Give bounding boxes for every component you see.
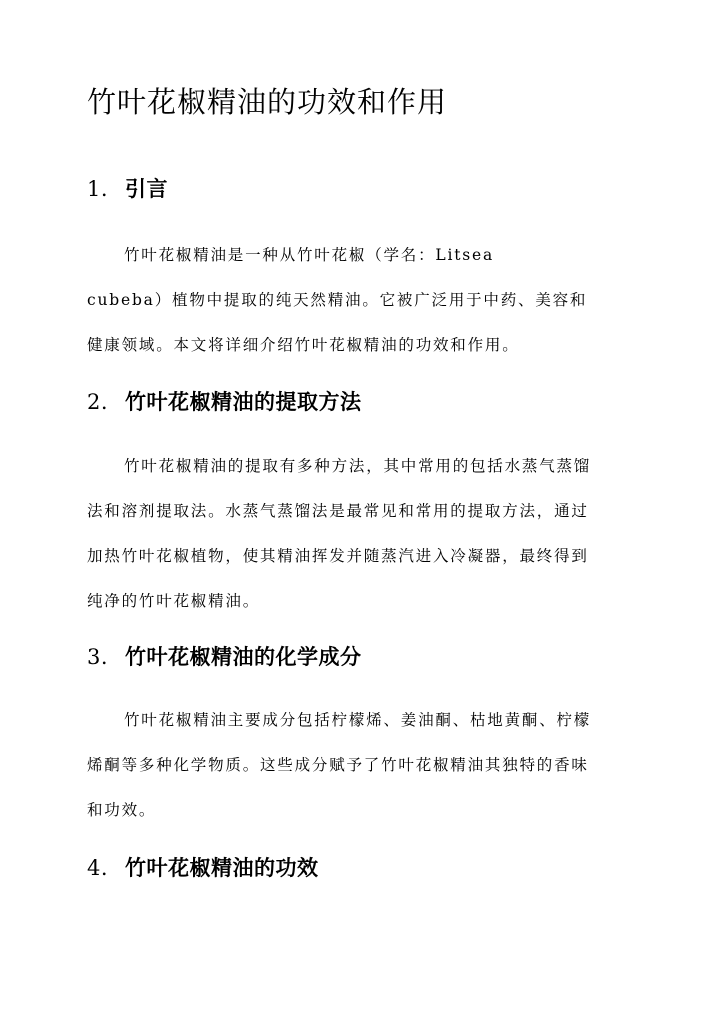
paragraph-line: 健康领域。本文将详细介绍竹叶花椒精油的功效和作用。	[87, 336, 520, 354]
section-title: 竹叶花椒精油的功效	[125, 855, 319, 880]
paragraph-line: 竹叶花椒精油主要成分包括柠檬烯、姜油酮、枯地黄酮、柠檬	[124, 711, 592, 729]
paragraph-line: 和功效。	[87, 801, 157, 819]
paragraph-line: 烯酮等多种化学物质。这些成分赋予了竹叶花椒精油其独特的香味	[87, 756, 589, 774]
section-title: 竹叶花椒精油的提取方法	[125, 389, 362, 414]
section-heading-effects	[87, 853, 319, 883]
section-heading-extraction-methods	[87, 387, 362, 417]
paragraph-chemical-composition	[87, 698, 591, 833]
section-heading-chemical-composition	[87, 642, 362, 672]
section-number: 1.	[87, 177, 109, 201]
paragraph-line: 竹叶花椒精油的提取有多种方法，其中常用的包括水蒸气蒸馏	[124, 457, 592, 475]
section-title: 引言	[125, 176, 168, 201]
section-number: 3.	[87, 645, 109, 669]
section-number: 4.	[87, 856, 109, 880]
paragraph-line: 竹叶花椒精油是一种从竹叶花椒（学名：Litsea	[124, 246, 495, 264]
paragraph-line: 加热竹叶花椒植物，使其精油挥发并随蒸汽进入冷凝器，最终得到	[87, 547, 589, 565]
paragraph-line: cubeba）植物中提取的纯天然精油。它被广泛用于中药、美容和	[87, 291, 588, 309]
paragraph-line: 纯净的竹叶花椒精油。	[87, 592, 261, 610]
section-heading-introduction	[87, 174, 168, 204]
paragraph-introduction	[87, 233, 587, 368]
paragraph-line: 法和溶剂提取法。水蒸气蒸馏法是最常见和常用的提取方法，通过	[87, 502, 589, 520]
section-title: 竹叶花椒精油的化学成分	[125, 644, 362, 669]
section-number: 2.	[87, 390, 109, 414]
document-title: 竹叶花椒精油的功效和作用	[87, 85, 448, 119]
paragraph-extraction-methods	[87, 444, 591, 624]
